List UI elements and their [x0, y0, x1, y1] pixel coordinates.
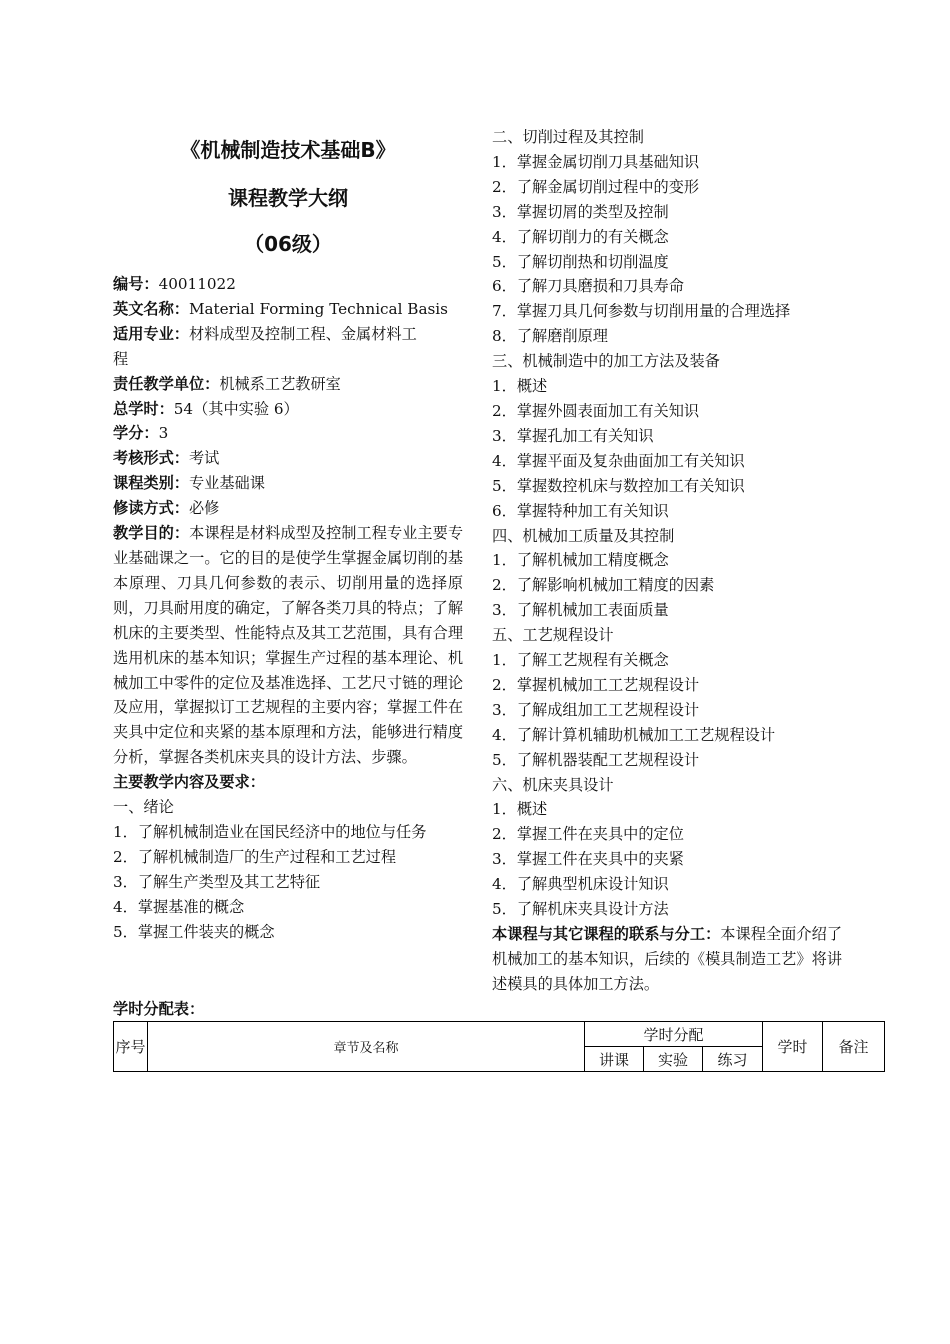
header-chapter: 章节及名称: [148, 1022, 585, 1072]
list-item: 5．了解机器装配工艺规程设计: [492, 750, 700, 769]
meta-value: 材料成型及控制工程、金属材料工: [188, 324, 417, 343]
list-item: 5．了解切削热和切削温度: [492, 252, 669, 271]
list-item: 4．了解典型机床设计知识: [492, 875, 669, 894]
section-title: 四、机械加工质量及其控制: [492, 526, 675, 545]
meta-label: 课程类别：: [113, 474, 189, 493]
list-item: 1．概述: [492, 377, 548, 396]
relation-text: 本课程全面介绍了机械加工的基本知识，后续的《模具制造工艺》将讲述模具的具体加工方法。: [492, 925, 842, 993]
list-item: 1．掌握金属切削刀具基础知识: [492, 152, 700, 171]
section-title: 二、切削过程及其控制: [492, 128, 644, 146]
document-subtitle: 课程教学大纲: [228, 186, 348, 210]
meta-value: 专业基础课: [188, 474, 265, 493]
meta-study-mode: [113, 496, 463, 521]
list-item: 3．掌握切屑的类型及控制: [492, 202, 669, 221]
meta-label: 学分：: [113, 424, 159, 443]
meta-department: [113, 372, 463, 397]
list-item: 2．掌握工件在夹具中的定位: [492, 825, 684, 844]
list-item: 5．掌握数控机床与数控加工有关知识: [492, 476, 745, 495]
meta-code: [113, 272, 463, 297]
list-item: 1．了解机械加工精度概念: [492, 551, 669, 570]
list-item: 3．了解生产类型及其工艺特征: [113, 872, 321, 891]
list-item: 6．了解刀具磨损和刀具寿命: [492, 277, 684, 296]
course-meta: [113, 272, 463, 521]
list-item: 8．了解磨削原理: [492, 327, 608, 346]
section-process-planning: [492, 623, 842, 772]
list-item: 1．了解机械制造业在国民经济中的地位与任务: [113, 822, 427, 841]
list-item: 5．了解机床夹具设计方法: [492, 900, 669, 919]
header-hours: 学时: [763, 1022, 823, 1072]
meta-value: 54（其中实验 6）: [173, 399, 299, 418]
table-caption: 学时分配表：: [113, 1000, 205, 1018]
list-item: 3．了解机械加工表面质量: [492, 601, 669, 620]
section-intro: [113, 795, 463, 944]
section-title: 六、机床夹具设计: [492, 775, 614, 794]
list-item: 5．掌握工件装夹的概念: [113, 922, 275, 941]
meta-value: 40011022: [158, 275, 236, 293]
list-item: 1．概述: [492, 800, 548, 819]
section-cutting: [492, 125, 842, 349]
list-item: 2．了解影响机械加工精度的因素: [492, 576, 715, 595]
right-column: [492, 125, 842, 997]
header-exercise: 练习: [703, 1047, 763, 1072]
header-remark: 备注: [823, 1022, 885, 1072]
header-no: 序号: [114, 1022, 148, 1072]
meta-label: 英文名称：: [113, 299, 189, 318]
header-lab: 实验: [644, 1047, 703, 1072]
meta-value: 必修: [188, 499, 220, 518]
meta-exam-form: [113, 446, 463, 471]
left-column: [113, 138, 463, 944]
meta-label: 责任教学单位：: [113, 374, 220, 393]
teaching-objective: [113, 521, 463, 770]
meta-value: 3: [158, 424, 169, 443]
meta-credit: [113, 421, 463, 446]
list-item: 7．掌握刀具几何参数与切削用量的合理选择: [492, 302, 791, 321]
content-heading: 主要教学内容及要求：: [113, 773, 265, 792]
course-title: 《机械制造技术基础B》: [180, 138, 396, 162]
list-item: 2．掌握机械加工工艺规程设计: [492, 675, 700, 694]
course-relation: [492, 922, 842, 997]
meta-label: 考核形式：: [113, 449, 189, 468]
list-item: 6．掌握特种加工有关知识: [492, 501, 669, 520]
list-item: 4．了解计算机辅助机械加工工艺规程设计: [492, 725, 776, 744]
list-item: 4．了解切削力的有关概念: [492, 227, 669, 246]
meta-label: 适用专业：: [113, 324, 189, 343]
meta-total-hours: [113, 397, 463, 422]
list-item: 4．掌握平面及复杂曲面加工有关知识: [492, 451, 745, 470]
list-item: 2．了解金属切削过程中的变形: [492, 177, 700, 196]
meta-course-type: [113, 471, 463, 496]
objective-text: 本课程是材料成型及控制工程专业主要专业基础课之一。它的目的是使学生掌握金属切削的基本原理、刀具几何参数的表示、切削用量的选择原则，刀具耐用度的确定，了解各类刀具的特点；了解机床的主要类型、性能特点及其工艺范围，具有合理选用机床的基本知识；掌握生产过程的基本理论、机械加工中零件的定位及基准选择、工艺尺寸链的理论及应用，掌握拟订工艺规程的主要内容；掌握工件在夹具中定位和夹紧的基本原理和方法，能够进行精度分析，掌握各类机床夹具的设计方法、步骤。: [113, 524, 463, 767]
list-item: 2．掌握外圆表面加工有关知识: [492, 401, 700, 420]
meta-major-cont: 程: [113, 349, 129, 368]
meta-english-name: [113, 297, 463, 322]
meta-label: 总学时：: [113, 399, 174, 418]
section-methods: [492, 349, 842, 523]
meta-value: 考试: [188, 449, 220, 468]
meta-label: 修读方式：: [113, 499, 189, 518]
list-item: 3．掌握孔加工有关知识: [492, 426, 654, 445]
list-item: 3．掌握工件在夹具中的夹紧: [492, 850, 684, 869]
meta-major: [113, 322, 463, 347]
objective-label: 教学目的：: [113, 524, 190, 543]
section-title: 一、绪论: [113, 798, 174, 817]
section-title: 三、机械制造中的加工方法及装备: [492, 352, 720, 371]
meta-value: 机械系工艺教研室: [219, 374, 341, 393]
section-fixtures: [492, 773, 842, 922]
section-quality: [492, 524, 842, 624]
list-item: 2．了解机械制造厂的生产过程和工艺过程: [113, 847, 397, 866]
section-title: 五、工艺规程设计: [492, 626, 614, 645]
header-lecture: 讲课: [585, 1047, 644, 1072]
table-header-row: [114, 1022, 885, 1047]
meta-value: Material Forming Technical Basis: [188, 299, 448, 318]
list-item: 3．了解成组加工工艺规程设计: [492, 700, 700, 719]
header-hours-allocation: 学时分配: [585, 1022, 763, 1047]
grade-label: （06级）: [244, 232, 332, 256]
list-item: 4．掌握基准的概念: [113, 897, 245, 916]
relation-label: 本课程与其它课程的联系与分工：: [492, 925, 721, 943]
hours-allocation-table: [113, 1021, 885, 1072]
list-item: 1．了解工艺规程有关概念: [492, 651, 669, 670]
meta-label: 编号：: [113, 275, 159, 293]
